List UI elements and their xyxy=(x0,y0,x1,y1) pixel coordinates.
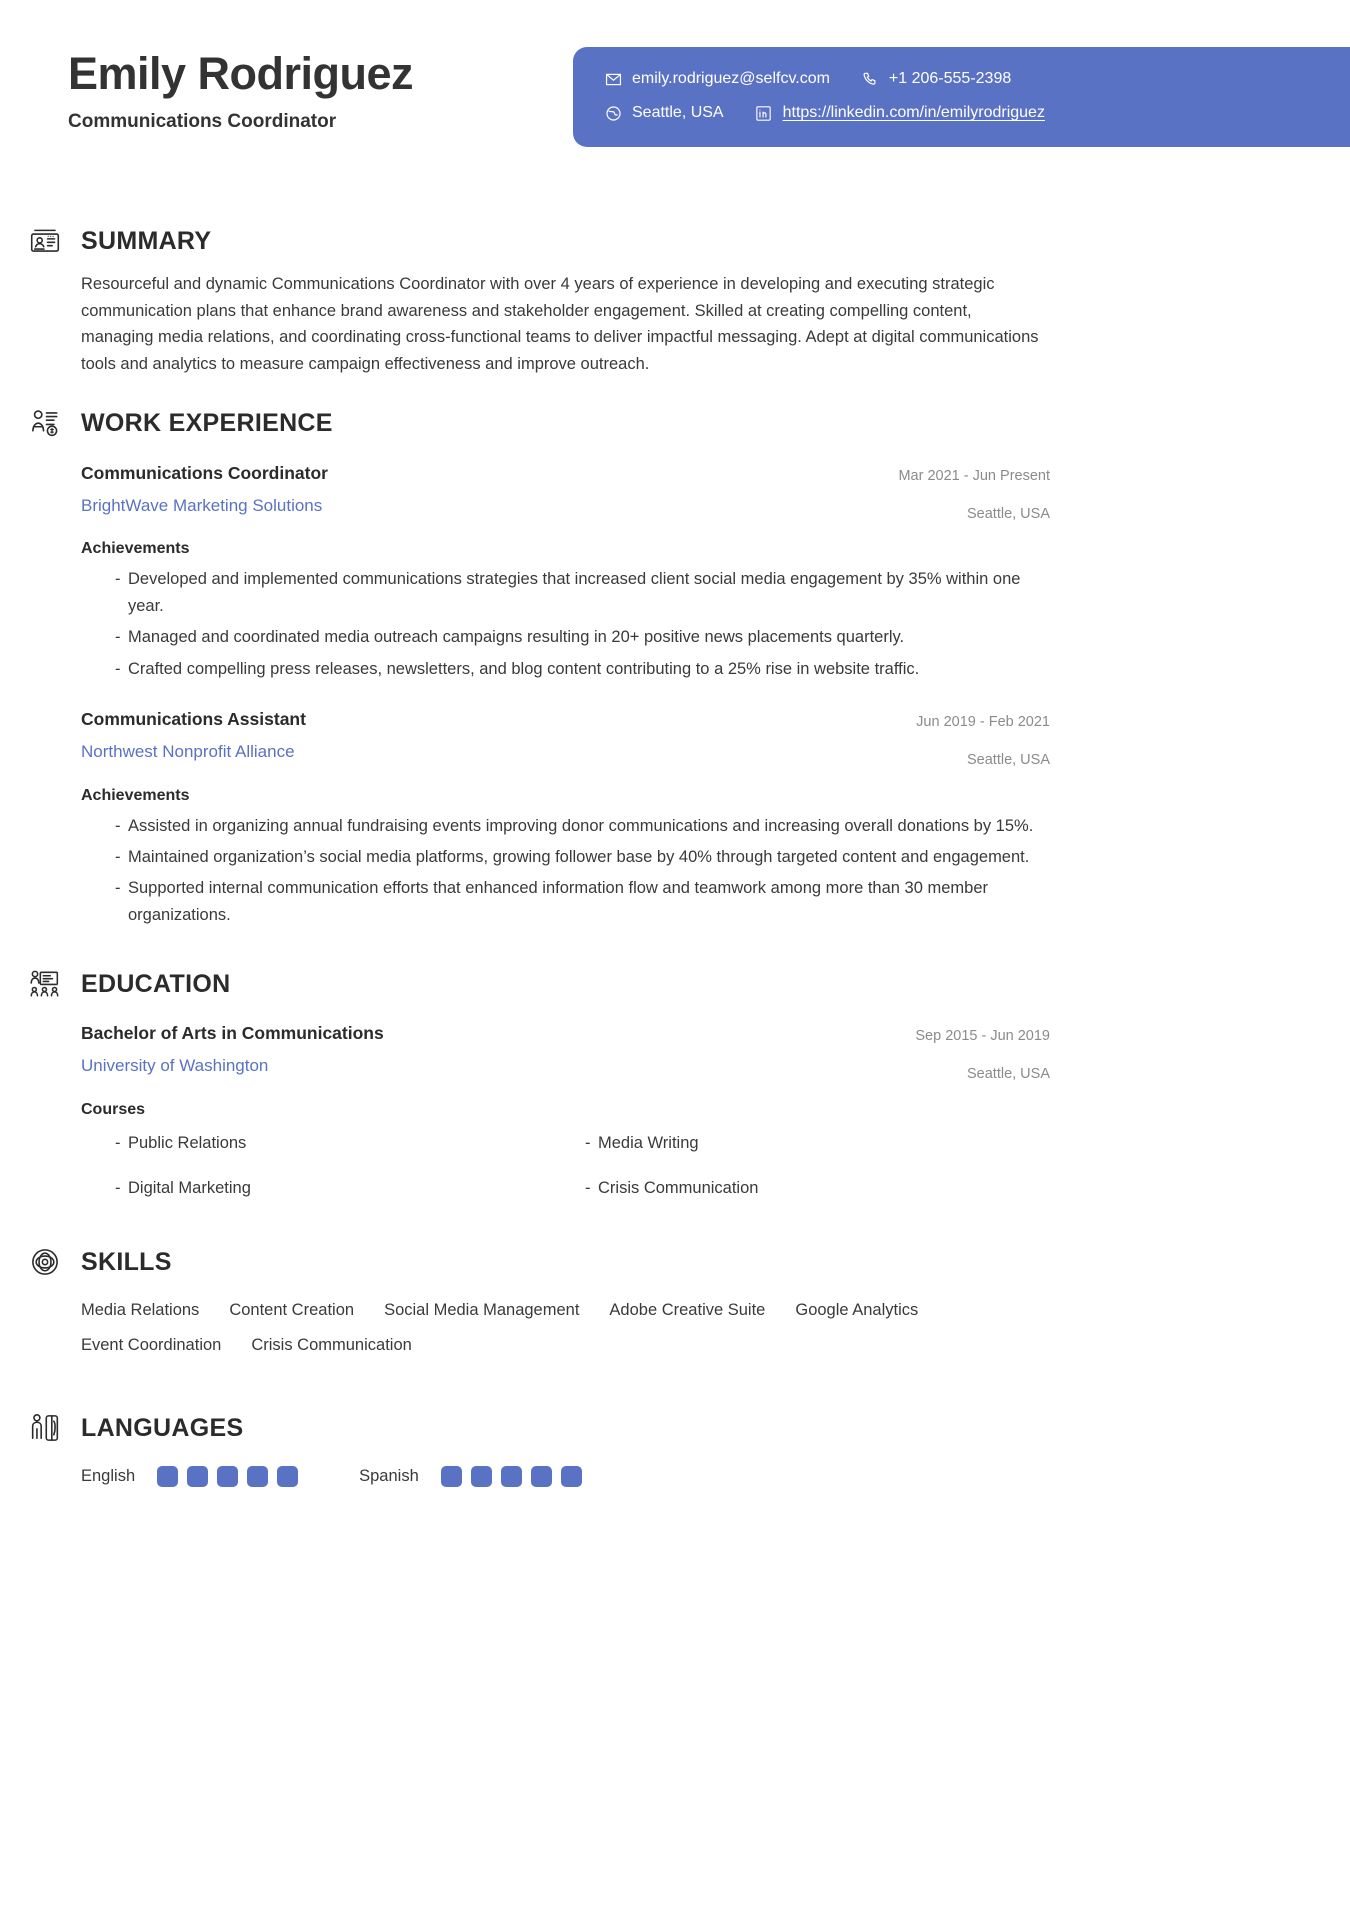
contact-location xyxy=(603,103,724,123)
section-languages-title: LANGUAGES xyxy=(81,1413,244,1442)
work-entry-head xyxy=(81,462,1050,525)
work-entry-right xyxy=(868,462,1050,525)
skill-item: Content Creation xyxy=(229,1301,355,1320)
person-money-icon xyxy=(25,404,65,444)
list-item: - Maintained organization’s social media platforms, growing follower base by 40% through targeted content and engagement. xyxy=(81,844,1050,870)
section-work-experience-title: WORK EXPERIENCE xyxy=(81,409,333,438)
language-level-dot xyxy=(217,1466,238,1487)
language-level-dot xyxy=(187,1466,208,1487)
language-name: English xyxy=(81,1467,136,1486)
language-level-dot xyxy=(441,1466,462,1487)
brain-icon xyxy=(25,1242,65,1282)
skill-item: Media Relations xyxy=(81,1301,200,1320)
work-entry-title: Communications Coordinator xyxy=(81,462,328,483)
language-level-dot xyxy=(247,1466,268,1487)
languages-list xyxy=(81,1466,1050,1487)
work-entry-date: Mar 2021 - Jun Present xyxy=(898,467,1050,484)
id-card-icon xyxy=(25,221,65,261)
work-entry-location: Seattle, USA xyxy=(966,506,1050,523)
language-level-dot xyxy=(561,1466,582,1487)
language-item xyxy=(81,1466,307,1487)
section-skills-title: SKILLS xyxy=(81,1247,172,1276)
skill-item: Social Media Management xyxy=(384,1301,580,1320)
language-name: Spanish xyxy=(359,1467,419,1486)
work-entry-organization: BrightWave Marketing Solutions xyxy=(81,495,323,515)
work-entry-bullets xyxy=(81,813,1050,929)
section-skills xyxy=(0,1242,1350,1360)
classroom-icon xyxy=(25,964,65,1004)
language-level-dot xyxy=(157,1466,178,1487)
summary-text: Resourceful and dynamic Communications Coordinator with over 4 years of experience in developing and executing strategic communication plans that enhance brand awareness and stakeholder engagement. Skilled at creating compelling content, managing media relations, and coordinating cross-functional teams to deliver impactful messaging. Adept at digital communications tools and analytics to measure campaign effectiveness and improve outreach. xyxy=(81,275,1039,374)
resume-header xyxy=(0,0,1350,195)
section-summary xyxy=(0,221,1350,378)
education-entry xyxy=(81,1022,1050,1200)
skill-item: Event Coordination xyxy=(81,1336,222,1355)
section-languages xyxy=(0,1408,1350,1487)
skill-item: Google Analytics xyxy=(795,1301,919,1320)
section-work-experience-header xyxy=(81,404,1050,444)
contact-linkedin[interactable] xyxy=(754,103,1045,123)
list-item: - Supported internal communication efforts that enhanced information flow and teamwork among more than 30 member organizations. xyxy=(81,875,1050,928)
contact-row-2 xyxy=(603,103,1320,123)
page-title: Emily Rodriguez xyxy=(68,48,414,99)
work-entry-location: Seattle, USA xyxy=(966,752,1050,769)
section-education-header xyxy=(81,964,1050,1004)
work-entry-right xyxy=(886,708,1050,771)
education-entry-organization: University of Washington xyxy=(81,1055,269,1075)
contact-email-text: emily.rodriguez@selfcv.com xyxy=(632,70,830,87)
language-level-dot xyxy=(531,1466,552,1487)
education-entry-right xyxy=(885,1022,1050,1085)
language-level-dot xyxy=(471,1466,492,1487)
education-entry-date: Sep 2015 - Jun 2019 xyxy=(915,1028,1050,1045)
work-entry-left xyxy=(81,708,886,764)
language-level-dot xyxy=(277,1466,298,1487)
list-item: - Crafted compelling press releases, newsletters, and blog content contributing to a 25% rise in website traffic. xyxy=(81,656,1050,682)
education-entry-left xyxy=(81,1022,885,1078)
courses-grid xyxy=(81,1131,981,1201)
list-item: - Assisted in organizing annual fundraising events improving donor communications and increasing overall donations by 15%. xyxy=(81,813,1050,839)
course-item: - Public Relations xyxy=(81,1131,511,1156)
contact-location-text: Seattle, USA xyxy=(632,104,724,121)
list-item: - Managed and coordinated media outreach campaigns resulting in 20+ positive news placements quarterly. xyxy=(81,624,1050,650)
education-courses-label: Courses xyxy=(81,1100,146,1118)
work-entry-bullets xyxy=(81,566,1050,682)
work-entry-title: Communications Assistant xyxy=(81,709,306,730)
education-entry-title: Bachelor of Arts in Communications xyxy=(81,1023,384,1044)
skill-item: Adobe Creative Suite xyxy=(609,1301,766,1320)
globe-icon xyxy=(603,103,623,123)
section-summary-header xyxy=(81,221,1050,261)
section-summary-title: SUMMARY xyxy=(81,226,212,255)
language-level-english xyxy=(157,1466,307,1487)
contact-email[interactable] xyxy=(603,69,830,89)
contact-row-1 xyxy=(603,69,1320,89)
work-entry-achievements-label: Achievements xyxy=(81,540,190,558)
name-block xyxy=(68,50,413,133)
language-level-dot xyxy=(501,1466,522,1487)
section-languages-header xyxy=(81,1408,1050,1448)
phone-icon xyxy=(860,69,880,89)
work-entry xyxy=(81,708,1050,928)
contact-linkedin-text: https://linkedin.com/in/emilyrodriguez xyxy=(782,104,1045,121)
course-item: - Media Writing xyxy=(551,1131,981,1156)
section-work-experience xyxy=(0,404,1350,928)
list-item: - Developed and implemented communications strategies that increased client social media engagement by 35% within one year. xyxy=(81,566,1050,619)
course-item: - Crisis Communication xyxy=(551,1176,981,1201)
language-person-icon xyxy=(25,1408,65,1448)
section-education-title: EDUCATION xyxy=(81,969,231,998)
language-item xyxy=(359,1466,591,1487)
envelope-icon xyxy=(603,69,623,89)
contact-phone[interactable] xyxy=(860,69,1011,89)
work-entry-organization: Northwest Nonprofit Alliance xyxy=(81,741,295,761)
work-entry-achievements-label: Achievements xyxy=(81,786,190,804)
job-title: Communications Coordinator xyxy=(68,111,337,133)
contact-card xyxy=(573,47,1350,147)
skill-item: Crisis Communication xyxy=(251,1336,412,1355)
section-skills-header xyxy=(81,1242,1050,1282)
education-entry-location: Seattle, USA xyxy=(966,1066,1050,1083)
work-entry-head xyxy=(81,708,1050,771)
section-education xyxy=(0,964,1350,1200)
education-entry-head xyxy=(81,1022,1050,1085)
contact-phone-text: +1 206-555-2398 xyxy=(888,70,1012,87)
linkedin-icon xyxy=(754,103,774,123)
work-entry-left xyxy=(81,462,868,518)
language-level-spanish xyxy=(441,1466,591,1487)
work-entry xyxy=(81,462,1050,682)
skills-list xyxy=(81,1296,1041,1360)
course-item: - Digital Marketing xyxy=(81,1176,511,1201)
work-entry-date: Jun 2019 - Feb 2021 xyxy=(916,714,1050,731)
